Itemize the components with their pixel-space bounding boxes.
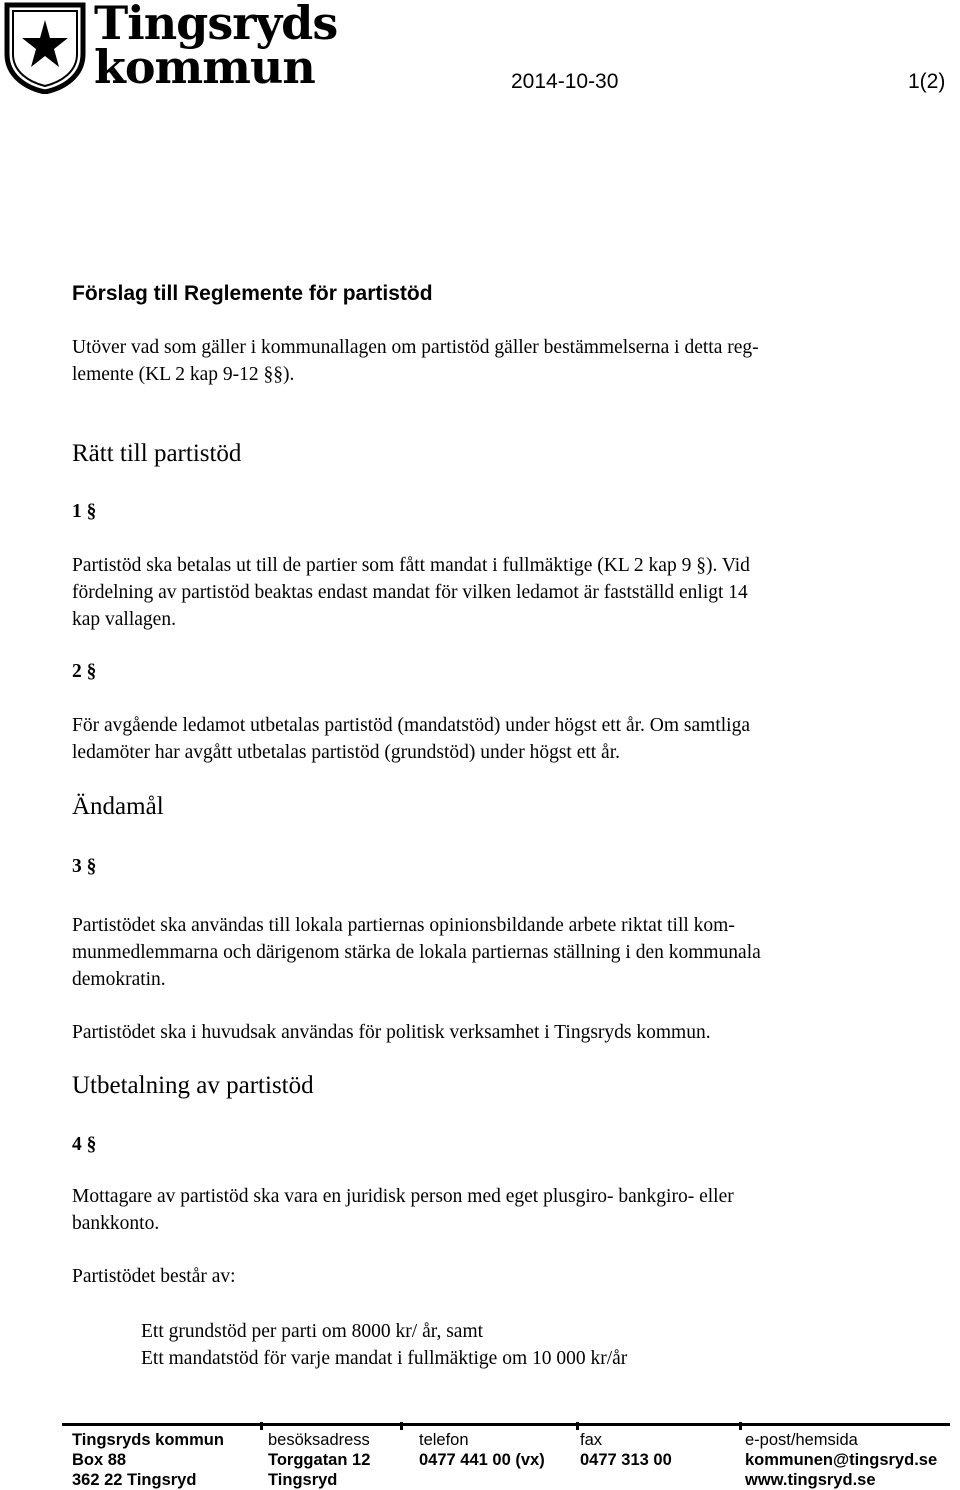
paragraph-3-line-2: munmedlemmarna och därigenom stärka de lokala partiernas ställning i den kommunala <box>72 942 761 963</box>
footer-phone-label: telefon <box>419 1431 469 1449</box>
section-4-marker: 4 § <box>72 1134 97 1155</box>
footer-address-column <box>72 1430 224 1490</box>
paragraph-5-line-1: Mottagare av partistöd ska vara en juridisk person med eget plusgiro- bankgiro- eller <box>72 1186 734 1207</box>
footer-fax-label: fax <box>580 1431 603 1449</box>
logo-line-1: Tingsryds <box>94 0 338 50</box>
section-3-marker: 3 § <box>72 856 97 877</box>
heading-andamal: Ändamål <box>72 793 164 820</box>
paragraph-4: Partistödet ska i huvudsak användas för politisk verksamhet i Tingsryds kommun. <box>72 1022 711 1043</box>
footer-divider <box>62 1423 950 1426</box>
footer-website: www.tingsryd.se <box>745 1471 876 1489</box>
intro-line-1: Utöver vad som gäller i kommunallagen om partistöd gäller bestämmelserna i detta reg- <box>72 337 759 358</box>
footer-visit-label: besöksadress <box>268 1431 370 1449</box>
paragraph-1-line-1: Partistöd ska betalas ut till de partier som fått mandat i fullmäktige (KL 2 kap 9 §). Vid <box>72 555 750 576</box>
footer-fax-column <box>580 1430 672 1470</box>
document-date: 2014-10-30 <box>511 70 619 93</box>
paragraph-2-line-2: ledamöter har avgått utbetalas partistöd (grundstöd) under högst ett år. <box>72 742 621 763</box>
footer-phone-column <box>419 1430 545 1470</box>
paragraph-2-line-1: För avgående ledamot utbetalas partistöd (mandatstöd) under högst ett år. Om samtliga <box>72 715 750 736</box>
paragraph-1-line-3: kap vallagen. <box>72 609 176 630</box>
logo-line-2: kommun <box>94 40 315 94</box>
footer-postal: 362 22 Tingsryd <box>72 1471 197 1489</box>
paragraph-3-line-3: demokratin. <box>72 969 166 990</box>
list-item: Ett mandatstöd för varje mandat i fullmäktige om 10 000 kr/år <box>141 1348 628 1369</box>
footer-divider-tick <box>576 1422 579 1430</box>
coat-of-arms-shield-icon <box>4 2 86 94</box>
footer-contact-label: e-post/hemsida <box>745 1431 858 1449</box>
footer-street: Torggatan 12 <box>268 1451 371 1469</box>
footer-divider-tick <box>739 1422 742 1430</box>
paragraph-1-line-2: fördelning av partistöd beaktas endast mandat för vilken ledamot är fastställd enligt 14 <box>72 582 748 603</box>
heading-utbetalning: Utbetalning av partistöd <box>72 1072 314 1099</box>
footer-fax-number: 0477 313 00 <box>580 1451 672 1469</box>
footer-divider-tick <box>400 1422 403 1430</box>
footer-contact-column <box>745 1430 937 1490</box>
footer-phone-number: 0477 441 00 (vx) <box>419 1451 545 1469</box>
page-number: 1(2) <box>908 70 946 93</box>
paragraph-6: Partistödet består av: <box>72 1266 236 1287</box>
section-1-marker: 1 § <box>72 501 97 522</box>
intro-line-2: lemente (KL 2 kap 9-12 §§). <box>72 364 295 385</box>
heading-ratt-till-partistod: Rätt till partistöd <box>72 440 242 467</box>
paragraph-3-line-1: Partistödet ska användas till lokala partiernas opinionsbildande arbete riktat till kom- <box>72 915 735 936</box>
list-item: Ett grundstöd per parti om 8000 kr/ år, samt <box>141 1321 484 1342</box>
footer-box: Box 88 <box>72 1451 127 1469</box>
municipality-logo <box>4 0 338 94</box>
footer-city: Tingsryd <box>268 1471 338 1489</box>
footer-email: kommunen@tingsryd.se <box>745 1451 938 1469</box>
footer-org-name: Tingsryds kommun <box>72 1431 224 1449</box>
footer-visit-column <box>268 1430 370 1490</box>
paragraph-5-line-2: bankkonto. <box>72 1213 160 1234</box>
document-title: Förslag till Reglemente för partistöd <box>72 282 433 305</box>
footer-divider-tick <box>260 1422 263 1430</box>
section-2-marker: 2 § <box>72 661 97 682</box>
